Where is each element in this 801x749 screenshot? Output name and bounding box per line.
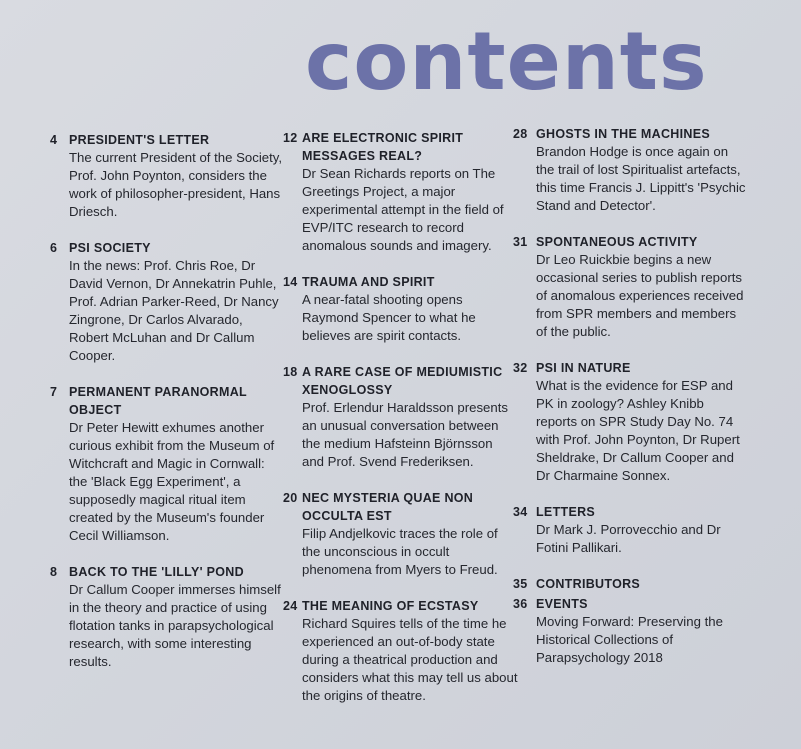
contents-entry[interactable] — [50, 239, 285, 365]
entry-description: Moving Forward: Preserving the Historical Collections of Parapsychology 2018 — [536, 614, 723, 665]
page-title: contents — [305, 15, 708, 108]
contents-entry[interactable] — [283, 129, 518, 255]
entry-heading — [513, 125, 748, 143]
heading-text: LETTERS — [536, 505, 596, 519]
contents-entry[interactable] — [283, 363, 518, 471]
contents-entry[interactable] — [50, 383, 285, 545]
page-number: 14 — [283, 275, 298, 289]
entry-heading — [50, 563, 285, 581]
entry-description: Filip Andjelkovic traces the role of the unconscious in occult phenomena from Myers to Freud. — [302, 526, 498, 577]
entry-description: Dr Sean Richards reports on The Greetings Project, a major experimental attempt in the field of EVP/ITC research to record anomalous sounds and imagery. — [302, 166, 504, 253]
page-number: 36 — [513, 597, 528, 611]
entry-heading — [50, 131, 285, 149]
page-number: 12 — [283, 131, 298, 145]
page-number: 7 — [50, 385, 58, 399]
heading-text: NEC MYSTERIA QUAE NON OCCULTA EST — [302, 491, 474, 523]
heading-text: TRAUMA AND SPIRIT — [302, 275, 435, 289]
entry-heading — [283, 129, 518, 165]
contents-column-3 — [513, 125, 748, 685]
heading-text: EVENTS — [536, 597, 588, 611]
page-number: 24 — [283, 599, 298, 613]
heading-text: THE MEANING OF ECSTASY — [302, 599, 479, 613]
entry-description: Dr Leo Ruickbie begins a new occasional series to publish reports of anomalous experiences received from SPR members and members of the public. — [536, 252, 744, 339]
entry-heading — [513, 359, 748, 377]
contents-entry[interactable] — [513, 575, 748, 593]
heading-text: CONTRIBUTORS — [536, 577, 641, 591]
contents-entry[interactable] — [513, 503, 748, 557]
contents-entry[interactable] — [513, 359, 748, 485]
entry-description: What is the evidence for ESP and PK in zoology? Ashley Knibb reports on SPR Study Day No. 74 with Prof. John Poynton, Dr Rupert Sheldrake, Dr Callum Cooper and Dr Charmaine Sonnex. — [536, 378, 740, 483]
heading-text: PERMANENT PARANORMAL OBJECT — [69, 385, 247, 417]
page-number: 28 — [513, 127, 528, 141]
entry-heading — [513, 595, 748, 613]
entry-heading — [283, 597, 518, 615]
entry-description: Dr Mark J. Porrovecchio and Dr Fotini Pallikari. — [536, 522, 721, 555]
contents-entry[interactable] — [513, 595, 748, 667]
entry-description: Brandon Hodge is once again on the trail of lost Spiritualist artefacts, this time Francis J. Lippitt's 'Psychic Stand and Detector'. — [536, 144, 746, 213]
entry-description: Dr Peter Hewitt exhumes another curious exhibit from the Museum of Witchcraft and Magic in Cornwall: the 'Black Egg Experiment', a supposedly magical ritual item created by the Museum's founder Cecil Williamson. — [69, 420, 275, 543]
entry-description: In the news: Prof. Chris Roe, Dr David Vernon, Dr Annekatrin Puhle, Prof. Adrian Parker-Reed, Dr Nancy Zingrone, Dr Carlos Alvarado, Robert McLuhan and Dr Callum Cooper. — [69, 258, 279, 363]
entry-description: Richard Squires tells of the time he experienced an out-of-body state during a theatrical production and considers what this may tell us about the origins of theatre. — [302, 616, 518, 703]
contents-column-1 — [50, 131, 285, 689]
entry-description: A near-fatal shooting opens Raymond Spencer to what he believes are spirit contacts. — [302, 292, 476, 343]
entry-heading — [283, 363, 518, 399]
entry-description: Prof. Erlendur Haraldsson presents an unusual conversation between the medium Hafsteinn Björnsson and Prof. Svend Frederiksen. — [302, 400, 508, 469]
entry-description: Dr Callum Cooper immerses himself in the theory and practice of using flotation tanks in parapsychological research, with some interesting results. — [69, 582, 281, 669]
heading-text: PSI SOCIETY — [69, 241, 151, 255]
entry-heading — [283, 273, 518, 291]
heading-text: SPONTANEOUS ACTIVITY — [536, 235, 698, 249]
page-number: 32 — [513, 361, 528, 375]
contents-entry[interactable] — [50, 131, 285, 221]
entry-heading — [513, 233, 748, 251]
contents-column-2 — [283, 129, 518, 723]
page-number: 6 — [50, 241, 58, 255]
entry-heading — [50, 239, 285, 257]
contents-entry[interactable] — [283, 489, 518, 579]
heading-text: GHOSTS IN THE MACHINES — [536, 127, 710, 141]
page-number: 18 — [283, 365, 298, 379]
entry-heading — [283, 489, 518, 525]
page-number: 35 — [513, 577, 528, 591]
entry-heading — [513, 575, 748, 593]
heading-text: BACK TO THE 'LILLY' POND — [69, 565, 244, 579]
heading-text: A RARE CASE OF MEDIUMISTIC XENOGLOSSY — [302, 365, 503, 397]
contents-entry[interactable] — [283, 597, 518, 705]
page-number: 20 — [283, 491, 298, 505]
entry-description: The current President of the Society, Prof. John Poynton, considers the work of philosopher-president, Hans Driesch. — [69, 150, 283, 219]
page-number: 8 — [50, 565, 58, 579]
contents-entry[interactable] — [50, 563, 285, 671]
entry-heading — [513, 503, 748, 521]
entry-heading — [50, 383, 285, 419]
contents-entry[interactable] — [513, 125, 748, 215]
heading-text: PRESIDENT'S LETTER — [69, 133, 210, 147]
page-number: 4 — [50, 133, 58, 147]
contents-entry[interactable] — [513, 233, 748, 341]
heading-text: PSI IN NATURE — [536, 361, 631, 375]
contents-entry[interactable] — [283, 273, 518, 345]
heading-text: ARE ELECTRONIC SPIRIT MESSAGES REAL? — [302, 131, 464, 163]
page-number: 34 — [513, 505, 528, 519]
page-number: 31 — [513, 235, 528, 249]
